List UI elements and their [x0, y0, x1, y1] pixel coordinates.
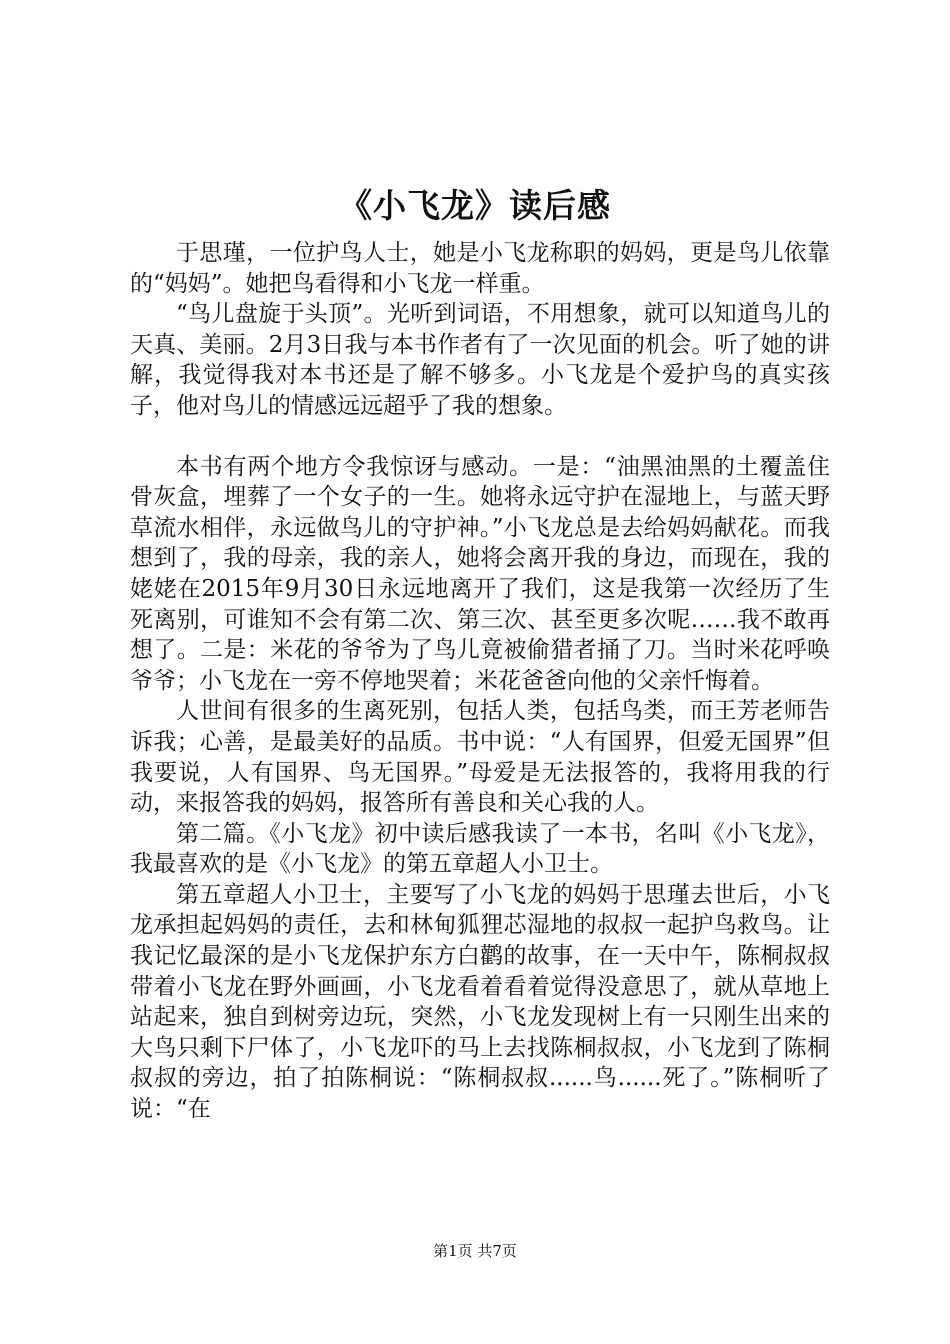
paragraph-1: 于思瑾，一位护鸟人士，她是小飞龙称职的妈妈，更是鸟儿依靠的“妈妈”。她把鸟看得和小飞龙一样重。 [130, 240, 830, 297]
paragraph-3: 本书有两个地方令我惊讶与感动。一是：“油黑油黑的土覆盖住骨灰盒，埋葬了一个女子的一生。她将永远守护在湿地上，与蓝天野草流水相伴，永远做鸟儿的守护神。”小飞龙总是去给妈妈献花。而我想到了，我的母亲，我的亲人，她将会离开我的身边，而现在，我的姥姥在2015年9月30日永远地离开了我们，这是我第一次经历了生死离别，可谁知不会有第二次、第三次、甚至更多次呢……我不敢再想了。二是：米花的爷爷为了鸟儿竟被偷猎者捅了刀。当时米花呼唤爷爷；小飞龙在一旁不停地哭着；米花爸爸向他的父亲忏悔着。 [130, 453, 830, 694]
paragraph-5: 第二篇。《小飞龙》初中读后感我读了一本书，名叫《小飞龙》，我最喜欢的是《小飞龙》的第五章超人小卫士。 [130, 820, 830, 878]
paragraph-2: “鸟儿盘旋于头顶”。光听到词语，不用想象，就可以知道鸟儿的天真、美丽。2月3日我与本书作者有了一次见面的机会。听了她的讲解，我觉得我对本书还是了解不够多。小飞龙是个爱护鸟的真实孩子，他对鸟儿的情感远远超乎了我的想象。 [130, 301, 830, 419]
document-body [130, 238, 830, 1125]
document-title: 《小飞龙》读后感 [339, 186, 611, 225]
page-footer: 第1页 共7页 [433, 1242, 517, 1260]
paragraph-4: 人世间有很多的生离死别，包括人类，包括鸟类，而王芳老师告诉我；心善，是最美好的品质。书中说：“人有国界，但爱无国界”但我要说，人有国界、鸟无国界。”母爱是无法报答的，我将用我的行动，来报答我的妈妈，报答所有善良和关心我的人。 [130, 698, 830, 817]
paragraph-6: 第五章超人小卫士，主要写了小飞龙的妈妈于思瑾去世后，小飞龙承担起妈妈的责任，去和林甸狐狸芯湿地的叔叔一起护鸟救鸟。让我记忆最深的是小飞龙保护东方白鹳的故事，在一天中午，陈桐叔叔带着小飞龙在野外画画，小飞龙看着看着觉得没意思了，就从草地上站起来，独自到树旁边玩，突然，小飞龙发现树上有一只刚生出来的大鸟只剩下尸体了，小飞龙吓的马上去找陈桐叔叔，小飞龙到了陈桐叔叔的旁边，拍了拍陈桐说：“陈桐叔叔......鸟......死了。”陈桐听了说：“在 [130, 881, 830, 1123]
